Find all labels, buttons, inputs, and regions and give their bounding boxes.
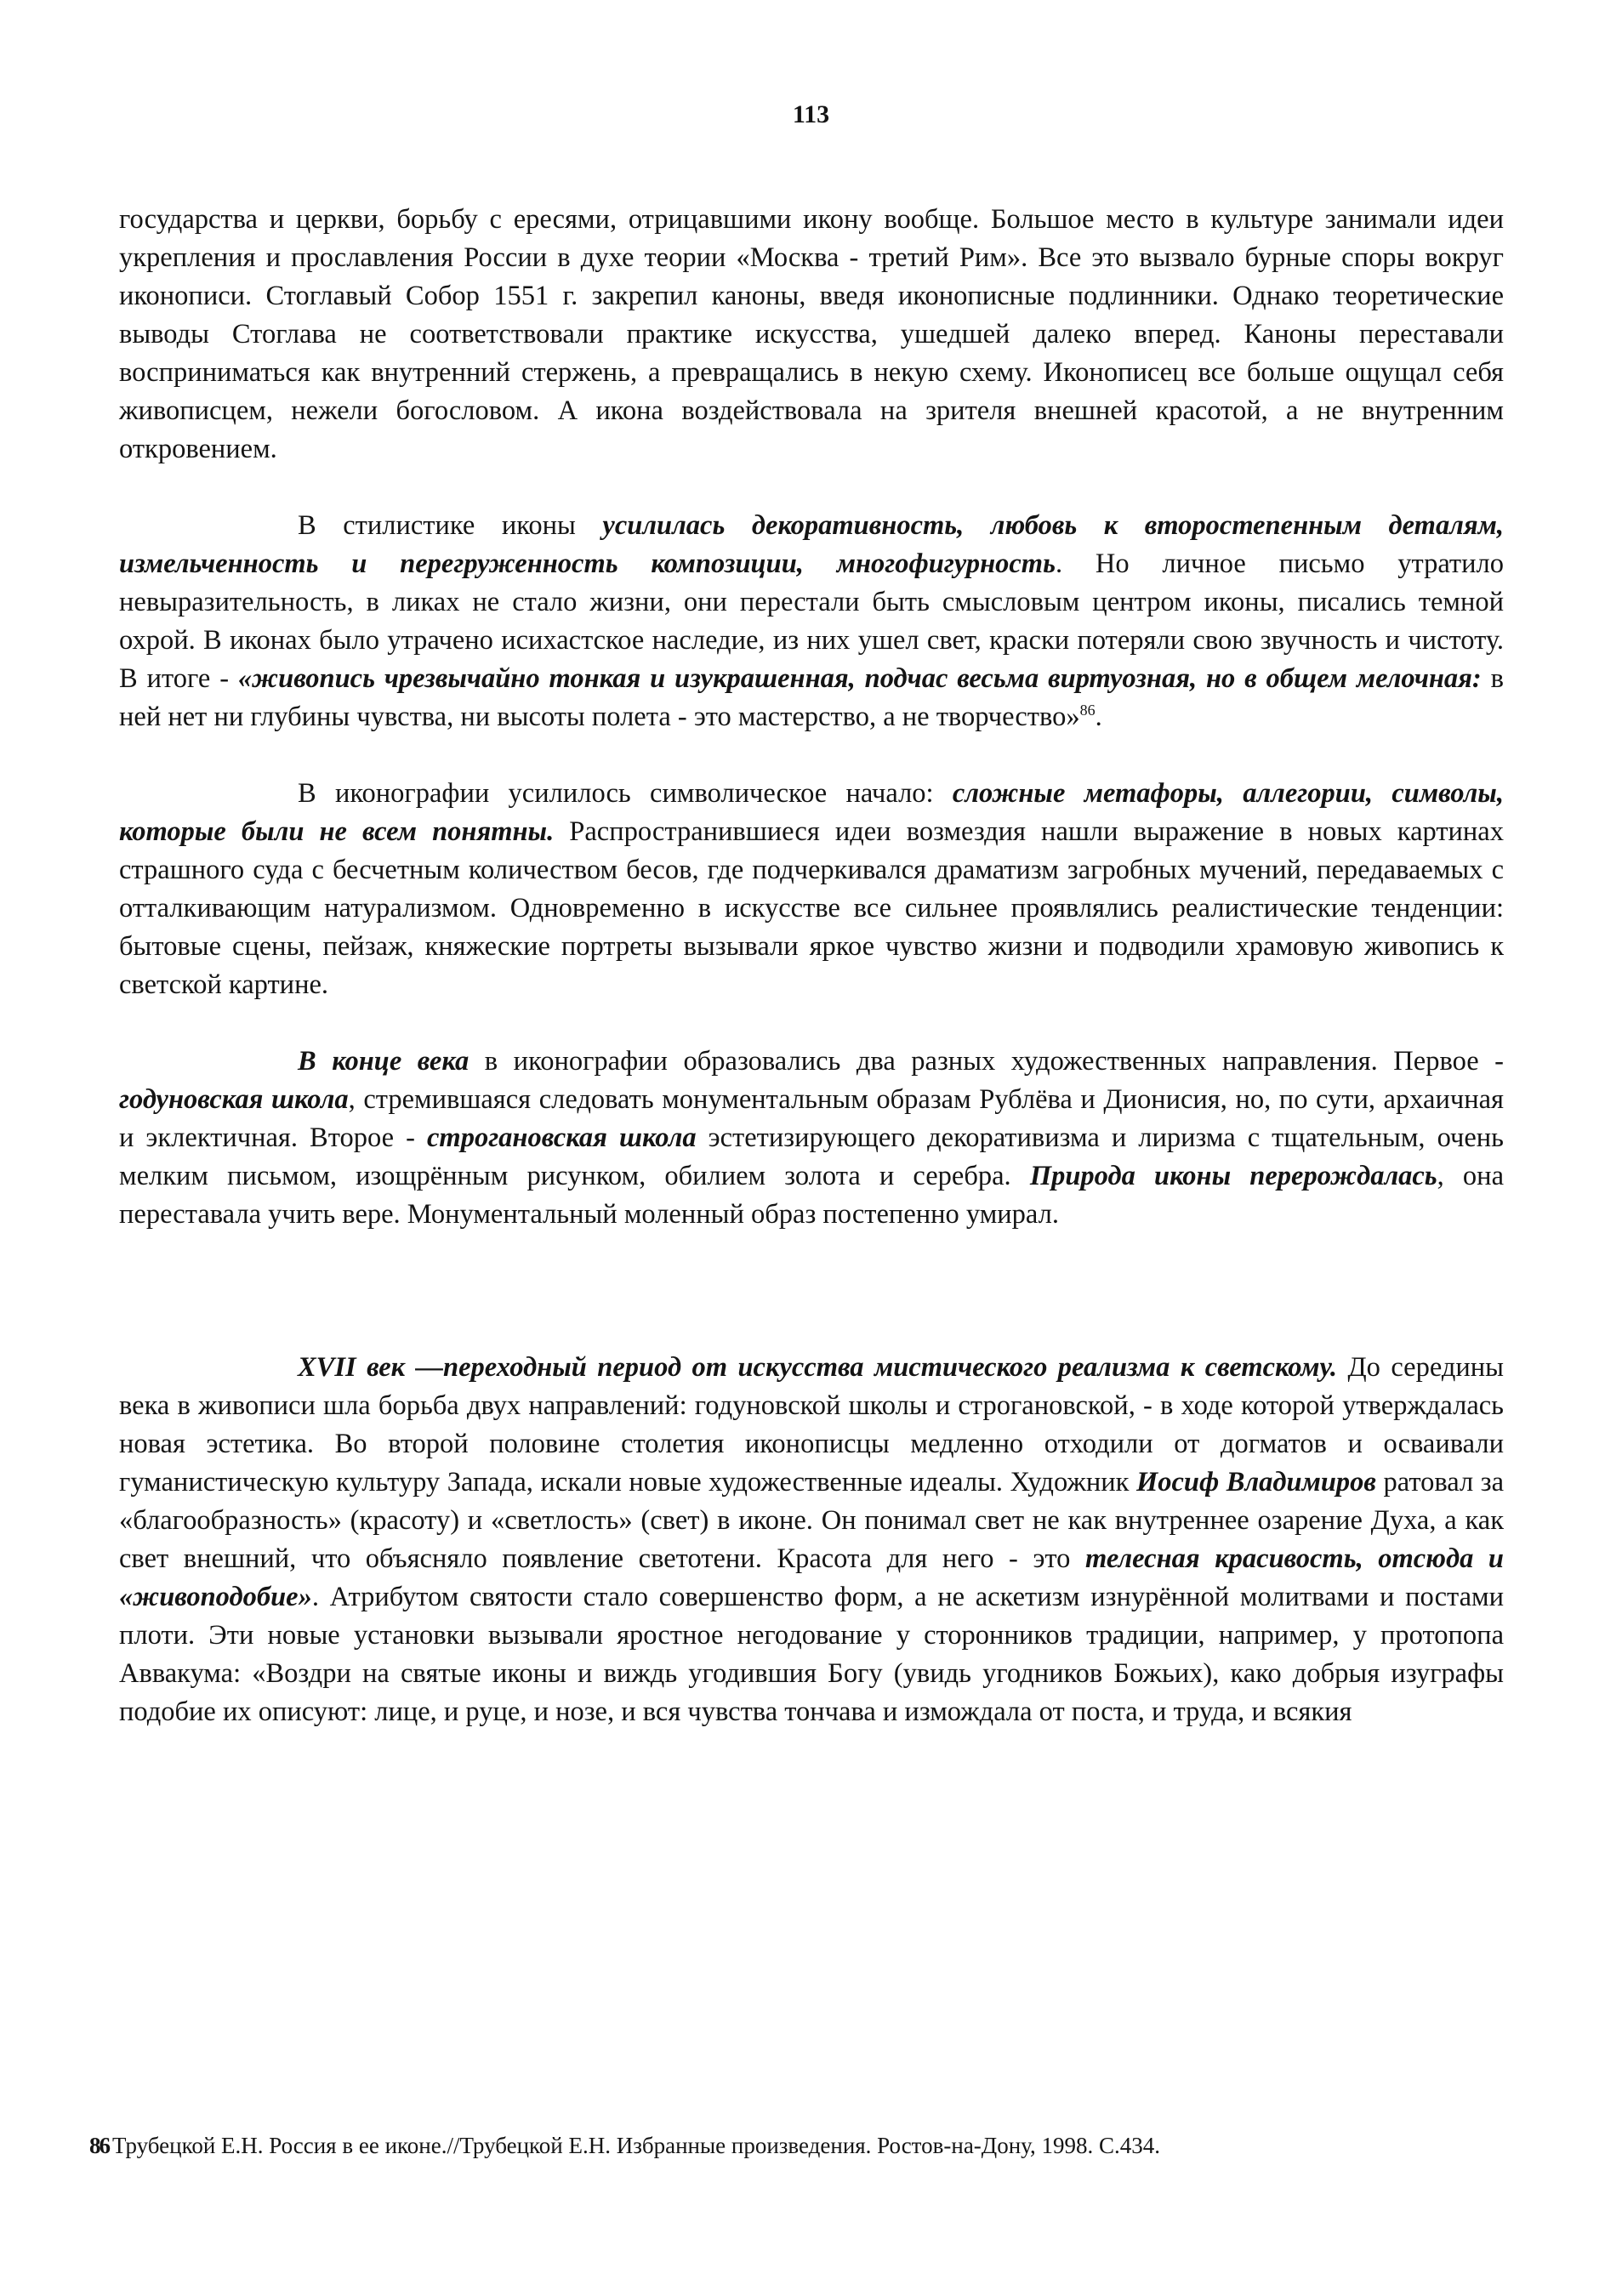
emphasis-text: сложные метафоры, аллегории, символы, которые были не всем понятны. bbox=[119, 778, 1504, 847]
paragraph-text: , стремившаяся следовать монументальным образам Рублёва и Дионисия, но, по сути, архаичная и эклектичная. Второе - bbox=[119, 1084, 1504, 1153]
paragraph-text: в иконографии образовались два разных художественных направления. Первое - bbox=[469, 1046, 1504, 1077]
paragraph-text: , она переставала учить вере. Монументальный моленный образ постепенно умирал. bbox=[119, 1161, 1504, 1230]
paragraph-text: в ней нет ни глубины чувства, ни высоты полета - это мастерство, а не творчество» bbox=[119, 663, 1504, 732]
page-number: 113 bbox=[792, 100, 830, 128]
emphasis-text: «живопись чрезвычайно тонкая и изукрашенная, подчас весьма виртуозная, но в общем мелочная: bbox=[237, 663, 1482, 694]
paragraph bbox=[119, 1349, 1504, 1731]
paragraph bbox=[119, 507, 1504, 736]
paragraph bbox=[119, 1043, 1504, 1234]
paragraph-text: государства и церкви, борьбу с ересями, отрицавшими икону вообще. Большое место в культуре занимали идеи укрепления и прославления России в духе теории «Москва - третий Рим». Все это вызвало бурные споры вокруг иконописи. Стоглавый Собор 1551 г. закрепил каноны, введя иконописные подлинники. Однако теоретические выводы Стоглава не соответствовали практике искусства, ушедшей далеко вперед. Каноны переставали восприниматься как внутренний стержень, а превращались в некую схему. Иконописец все больше ощущал себя живописцем, нежели богословом. А икона воздействовала на зрителя внешней красотой, а не внутренним откровением. bbox=[119, 204, 1504, 464]
emphasis-text: годуновская школа bbox=[119, 1084, 349, 1115]
paragraph-text: В стилистике иконы bbox=[298, 510, 603, 541]
footnote bbox=[89, 2130, 1535, 2161]
emphasis-text: В конце века bbox=[298, 1046, 470, 1077]
paragraph-text: . bbox=[1095, 702, 1102, 732]
paragraph-text: . Но личное письмо утратило невыразительность, в ликах не стало жизни, они перестали быть смысловым центром иконы, писались темной охрой. В иконах было утрачено исихастское наследие, из них ушел свет, краски потеряли свою звучность и чистоту. В итоге - bbox=[119, 548, 1504, 694]
body-text bbox=[119, 201, 1504, 1770]
footnote-number: 86 bbox=[89, 2133, 109, 2158]
paragraph-text: ратовал за «благообразность» (красоту) и «светлость» (свет) в иконе. Он понимал свет не как внутреннее озарение Духа, а как свет внешний, что объясняло появление светотени. Красота для него - это bbox=[119, 1467, 1504, 1574]
paragraph-text: эстетизирующего декоративизма и лиризма с тщательным, очень мелким письмом, изощрённым рисунком, обилием золота и серебра. bbox=[119, 1122, 1504, 1191]
emphasis-text: строгановская школа bbox=[426, 1122, 697, 1153]
paragraph-text: . Атрибутом святости стало совершенство форм, а не аскетизм изнурённой молитвами и постами плоти. Эти новые установки вызывали яростное негодование у сторонников традиции, например, у протопопа Аввакума: «Воздри на святые иконы и виждь угодившия Богу (увидь угодников Божьих), како добрыя изуграфы подобие их описуют: лице, и руце, и нозе, и вся чувства тончава и измождала от поста, и труда, и всякия bbox=[119, 1582, 1504, 1727]
footnote-text: Трубецкой Е.Н. Россия в ее иконе.//Трубецкой Е.Н. Избранные произведения. Ростов-на-Дону, 1998. С.434. bbox=[112, 2133, 1160, 2158]
emphasis-text: телесная красивость, отсюда и «живоподобие» bbox=[119, 1543, 1504, 1612]
emphasis-text: Иосиф Владимиров bbox=[1135, 1467, 1376, 1498]
footnote-reference: 86 bbox=[1079, 702, 1096, 719]
emphasis-text: Природа иконы перерождалась bbox=[1029, 1161, 1437, 1191]
emphasis-text: усилилась декоративность, любовь к второстепенным деталям, измельченность и перегруженность композиции, многофигурность bbox=[119, 510, 1505, 579]
paragraph bbox=[119, 201, 1504, 469]
paragraph bbox=[119, 775, 1504, 1004]
paragraph-text: Распространившиеся идеи возмездия нашли выражение в новых картинах страшного суда с бесчетным количеством бесов, где подчеркивался драматизм загробных мучений, передаваемых с отталкивающим натурализмом. Одновременно в искусстве все сильнее проявлялись реалистические тенденции: бытовые сцены, пейзаж, княжеские портреты вызывали яркое чувство жизни и подводили храмовую живопись к светской картине. bbox=[119, 816, 1504, 1000]
emphasis-text: XVII век —переходный период от искусства мистического реализма к светскому. bbox=[298, 1352, 1338, 1383]
paragraph-text: До середины века в живописи шла борьба двух направлений: годуновской школы и строгановской, - в ходе которой утверждалась новая эстетика. Во второй половине столетия иконописцы медленно отходили от догматов и осваивали гуманистическую культуру Запада, искали новые художественные идеалы. Художник bbox=[119, 1352, 1505, 1498]
paragraph-text: В иконографии усилилось символическое начало: bbox=[298, 778, 953, 809]
